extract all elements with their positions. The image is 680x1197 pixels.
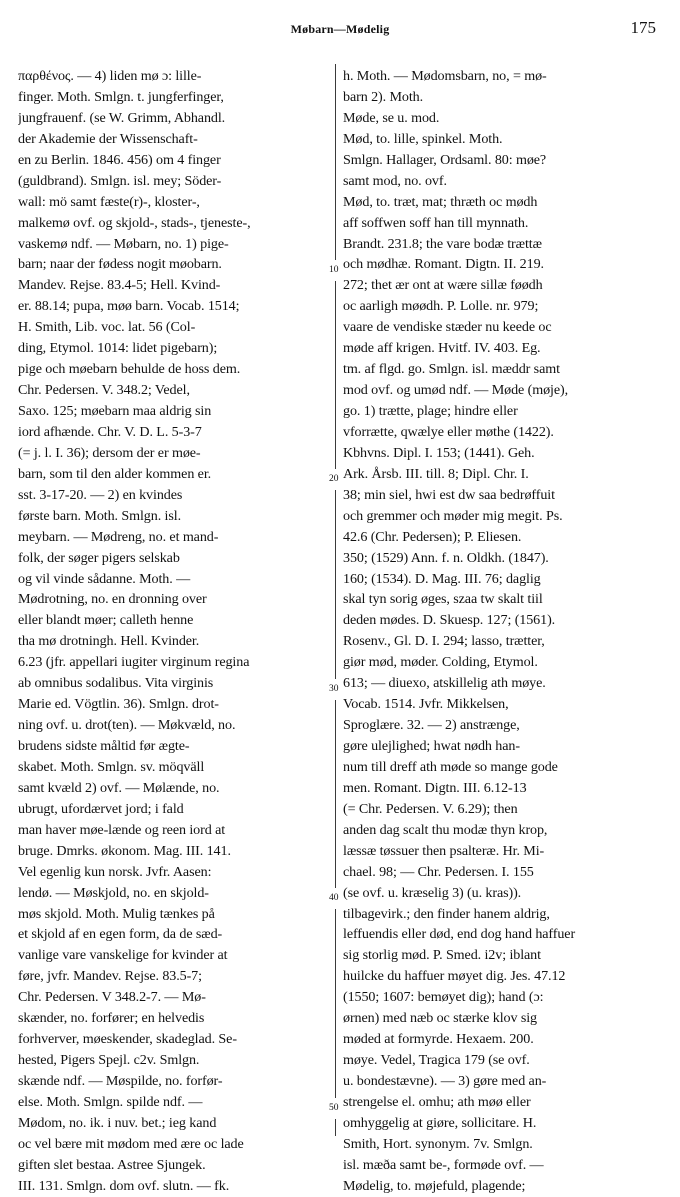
text-line: Vel egenlig kun norsk. Jvfr. Aasen: (18, 863, 212, 880)
text-line: læssæ tøssuer then psalteræ. Hr. Mi- (343, 842, 545, 859)
text-line: gøre ulejlighed; hwat nødh han- (343, 738, 520, 754)
text-line: Møde, se u. mod. (343, 109, 440, 126)
text-line: barn 2). Moth. (343, 88, 424, 105)
text-line: 350; (1529) Ann. f. n. Oldkh. (1847). (343, 549, 549, 566)
line-number-marker: 30 (328, 679, 340, 700)
text-line: omhyggelig at giøre, sollicitare. H. (343, 1114, 537, 1131)
text-line: ning ovf. u. drot(ten). — Møkvæld, no. (18, 717, 236, 734)
text-line: iord afhænde. Chr. V. D. L. 5-3-7 (18, 423, 202, 440)
text-line: jungfrauenf. (se W. Grimm, Abhandl. (18, 109, 226, 126)
text-line: lendø. — Møskjold, no. en skjold- (18, 884, 209, 901)
text-line: man haver møe-lænde og reen iord at (18, 821, 226, 838)
text-line: giften slet bestaa. Astree Sjungek. (18, 1156, 206, 1173)
text-line: Mød, to. lille, spinkel. Moth. (343, 130, 503, 147)
text-line: och gremmer och møder mig megit. Ps. (343, 507, 563, 524)
text-line: Mødelig, to. møjefuld, plagende; (343, 1177, 526, 1194)
text-line: møs skjold. Moth. Mulig tænkes på (18, 905, 215, 922)
text-line: och mødhæ. Romant. Digtn. II. 219. (343, 256, 544, 273)
text-line: skænde ndf. — Møspilde, no. forfør- (18, 1073, 223, 1089)
text-line: giør mød, møder. Colding, Etymol. (343, 654, 538, 671)
text-line: chael. 98; — Chr. Pedersen. I. 155 (343, 863, 534, 880)
text-line: vaare de vendiske stæder nu keede oc (343, 319, 552, 336)
text-line: H. Smith, Lib. voc. lat. 56 (Col- (18, 319, 196, 336)
running-head: Møbarn—Mødelig (290, 22, 390, 36)
text-line: ab omnibus sodalibus. Vita virginis (18, 675, 214, 692)
left-column (18, 66, 330, 1197)
text-line: bruge. Dmrks. økonom. Mag. III. 141. (18, 842, 231, 859)
text-line: barn; naar der fødess nogit møobarn. (18, 256, 222, 273)
text-line: en zu Berlin. 1846. 456) om 4 finger (18, 151, 221, 168)
text-line: h. Moth. — Mødomsbarn, no, = mø- (343, 68, 547, 84)
text-line: tha mø drotningh. Hell. Kvinder. (18, 633, 200, 650)
text-line: (guldbrand). Smlgn. isl. mey; Söder- (18, 172, 222, 189)
right-column (343, 66, 661, 1197)
text-line: go. 1) trætte, plage; hindre eller (343, 403, 518, 419)
text-line: et skjold af en egen form, da de sæd- (18, 926, 223, 943)
text-line: anden dag scalt thu modæ thyn krop, (343, 821, 548, 838)
text-line: 42.6 (Chr. Pedersen); P. Eliesen. (343, 528, 522, 545)
line-number-marker: 20 (328, 469, 340, 490)
text-line: der Akademie der Wissenschaft- (18, 130, 198, 147)
text-line: møde aff krigen. Hvitf. IV. 403. Eg. (343, 340, 541, 357)
text-line: (= Chr. Pedersen. V. 6.29); then (343, 800, 518, 817)
text-line: men. Romant. Digtn. III. 6.12-13 (343, 779, 527, 796)
text-line: folk, der søger pigers selskab (18, 549, 180, 566)
text-line: Chr. Pedersen. V. 348.2; Vedel, (18, 382, 190, 399)
text-line: finger. Moth. Smlgn. t. jungferfinger, (18, 88, 224, 105)
text-line: 160; (1534). D. Mag. III. 76; daglig (343, 570, 541, 587)
text-line: vforrætte, qwælye eller møthe (1422). (343, 423, 554, 440)
text-line: isl. mæða samt be-, formøde ovf. — (343, 1156, 544, 1173)
text-line: Mød, to. træt, mat; thræth oc mødh (343, 193, 538, 210)
line-number-marker: 40 (328, 888, 340, 909)
text-line: (1550; 1607: bemøyet dig); hand (ɔ: (343, 989, 544, 1006)
text-line: meybarn. — Mødreng, no. et mand- (18, 528, 219, 545)
text-line: Kbhvns. Dipl. I. 153; (1441). Geh. (343, 444, 535, 461)
page-number: 175 (630, 18, 656, 37)
text-line: møye. Vedel, Tragica 179 (se ovf. (343, 1052, 530, 1069)
text-line: skænder, no. forfører; en helvedis (18, 1010, 205, 1027)
text-line: Smith, Hort. synonym. 7v. Smlgn. (343, 1135, 533, 1152)
text-line: wall: mö samt fæste(r)-, kloster-, (18, 193, 200, 210)
line-number-marker: 10 (328, 260, 340, 281)
text-line: brudens sidste måltid før ægte- (18, 738, 190, 754)
text-line: Mandev. Rejse. 83.4-5; Hell. Kvind- (18, 277, 221, 294)
text-line: malkemø ovf. og skjold-, stads-, tjeneste-, (18, 214, 251, 231)
text-line: 272; thet ær ont at wære sillæ føødh (343, 277, 543, 294)
text-line: vanlige vare vanskelige for kvinder at (18, 947, 228, 964)
text-line: Chr. Pedersen. V 348.2-7. — Mø- (18, 989, 206, 1006)
text-line: samt mod, no. ovf. (343, 172, 447, 189)
text-line: Brandt. 231.8; the vare bodæ trættæ (343, 235, 542, 252)
text-line: Vocab. 1514. Jvfr. Mikkelsen, (343, 696, 509, 713)
text-line: hested, Pigers Spejl. c2v. Smlgn. (18, 1052, 200, 1069)
text-line: møded at formyrde. Hexaem. 200. (343, 1031, 534, 1048)
text-line: eller blandt møer; calleth henne (18, 612, 194, 629)
text-line: Mødom, no. ik. i nuv. bet.; ieg kand (18, 1114, 217, 1131)
text-line: Ark. Årsb. III. till. 8; Dipl. Chr. I. (343, 465, 529, 482)
text-line: ubrugt, ufordærvet jord; i fald (18, 800, 184, 817)
text-line: Smlgn. Hallager, Ordsaml. 80: møe? (343, 151, 547, 168)
text-line: sst. 3-17-20. — 2) en kvindes (18, 486, 183, 503)
text-line: ørnen) med næb oc stærke klov sig (343, 1010, 537, 1027)
text-line: barn, som til den alder kommen er. (18, 465, 212, 482)
text-line: pige och møebarn behulde de hoss dem. (18, 361, 241, 378)
text-line: Sproglære. 32. — 2) anstrænge, (343, 717, 520, 734)
text-line: skabet. Moth. Smlgn. sv. möqväll (18, 758, 205, 775)
text-line: er. 88.14; pupa, møø barn. Vocab. 1514; (18, 298, 240, 315)
text-line: 613; — diuexo, atskillelig ath møye. (343, 675, 546, 692)
text-line: første barn. Moth. Smlgn. isl. (18, 507, 181, 524)
text-line: 6.23 (jfr. appellari iugiter virginum regina (18, 654, 250, 671)
text-line: vaskemø ndf. — Møbarn, no. 1) pige- (18, 235, 229, 252)
text-line: u. bondestævne). — 3) gøre med an- (343, 1073, 547, 1089)
page-header (0, 18, 680, 44)
text-line: III. 131. Smlgn. dom ovf. slutn. — fk. (18, 1177, 230, 1194)
text-line: føre, jvfr. Mandev. Rejse. 83.5-7; (18, 968, 202, 985)
text-line: num till dreff ath møde so mange gode (343, 758, 558, 775)
text-line: huilcke du haffuer møyet dig. Jes. 47.12 (343, 968, 566, 985)
text-line: else. Moth. Smlgn. spilde ndf. — (18, 1093, 203, 1110)
text-line: oc aarligh møødh. P. Lolle. nr. 979; (343, 298, 539, 315)
line-number-marker: 50 (328, 1098, 340, 1119)
text-line: forhverver, møeskender, skadeglad. Se- (18, 1031, 237, 1048)
text-line: Saxo. 125; møebarn maa aldrig sin (18, 403, 212, 419)
text-line: (se ovf. u. kræselig 3) (u. kras)). (343, 884, 522, 901)
text-line: 38; min siel, hwi est dw saa bedrøffuit (343, 486, 555, 503)
text-line: leffuendis eller død, end dog hand haffuer (343, 926, 576, 943)
text-line: aff soffwen soff han till mynnath. (343, 214, 529, 231)
text-line: strengelse el. omhu; ath møø eller (343, 1093, 531, 1110)
column-divider (335, 64, 336, 1136)
text-line: Marie ed. Vögtlin. 36). Smlgn. drot- (18, 696, 219, 713)
text-line: skal tyn sorig øges, szaa tw skalt tiil (343, 591, 543, 608)
text-line: sig storlig mød. P. Smed. i2v; iblant (343, 947, 541, 964)
text-line: mod ovf. og umød ndf. — Møde (møje), (343, 382, 569, 399)
text-line: tilbagevirk.; den finder hanem aldrig, (343, 905, 550, 922)
text-line: παρθένος. — 4) liden mø ɔ: lille- (18, 68, 202, 84)
text-line: og vil vinde sådanne. Moth. — (18, 570, 191, 587)
text-line: ding, Etymol. 1014: lidet pigebarn); (18, 340, 218, 357)
text-line: tm. af flgd. go. Smlgn. isl. mæddr samt (343, 361, 560, 378)
text-line: Mødrotning, no. en dronning over (18, 591, 207, 608)
text-line: deden mødes. D. Skuesp. 127; (1561). (343, 612, 556, 629)
text-line: Rosenv., Gl. D. I. 294; lasso, trætter, (343, 633, 545, 650)
text-line: oc vel bære mit mødom med ære oc lade (18, 1135, 244, 1152)
text-line: samt kvæld 2) ovf. — Mølænde, no. (18, 779, 220, 796)
text-line: (= j. l. I. 36); dersom der er møe- (18, 444, 201, 461)
